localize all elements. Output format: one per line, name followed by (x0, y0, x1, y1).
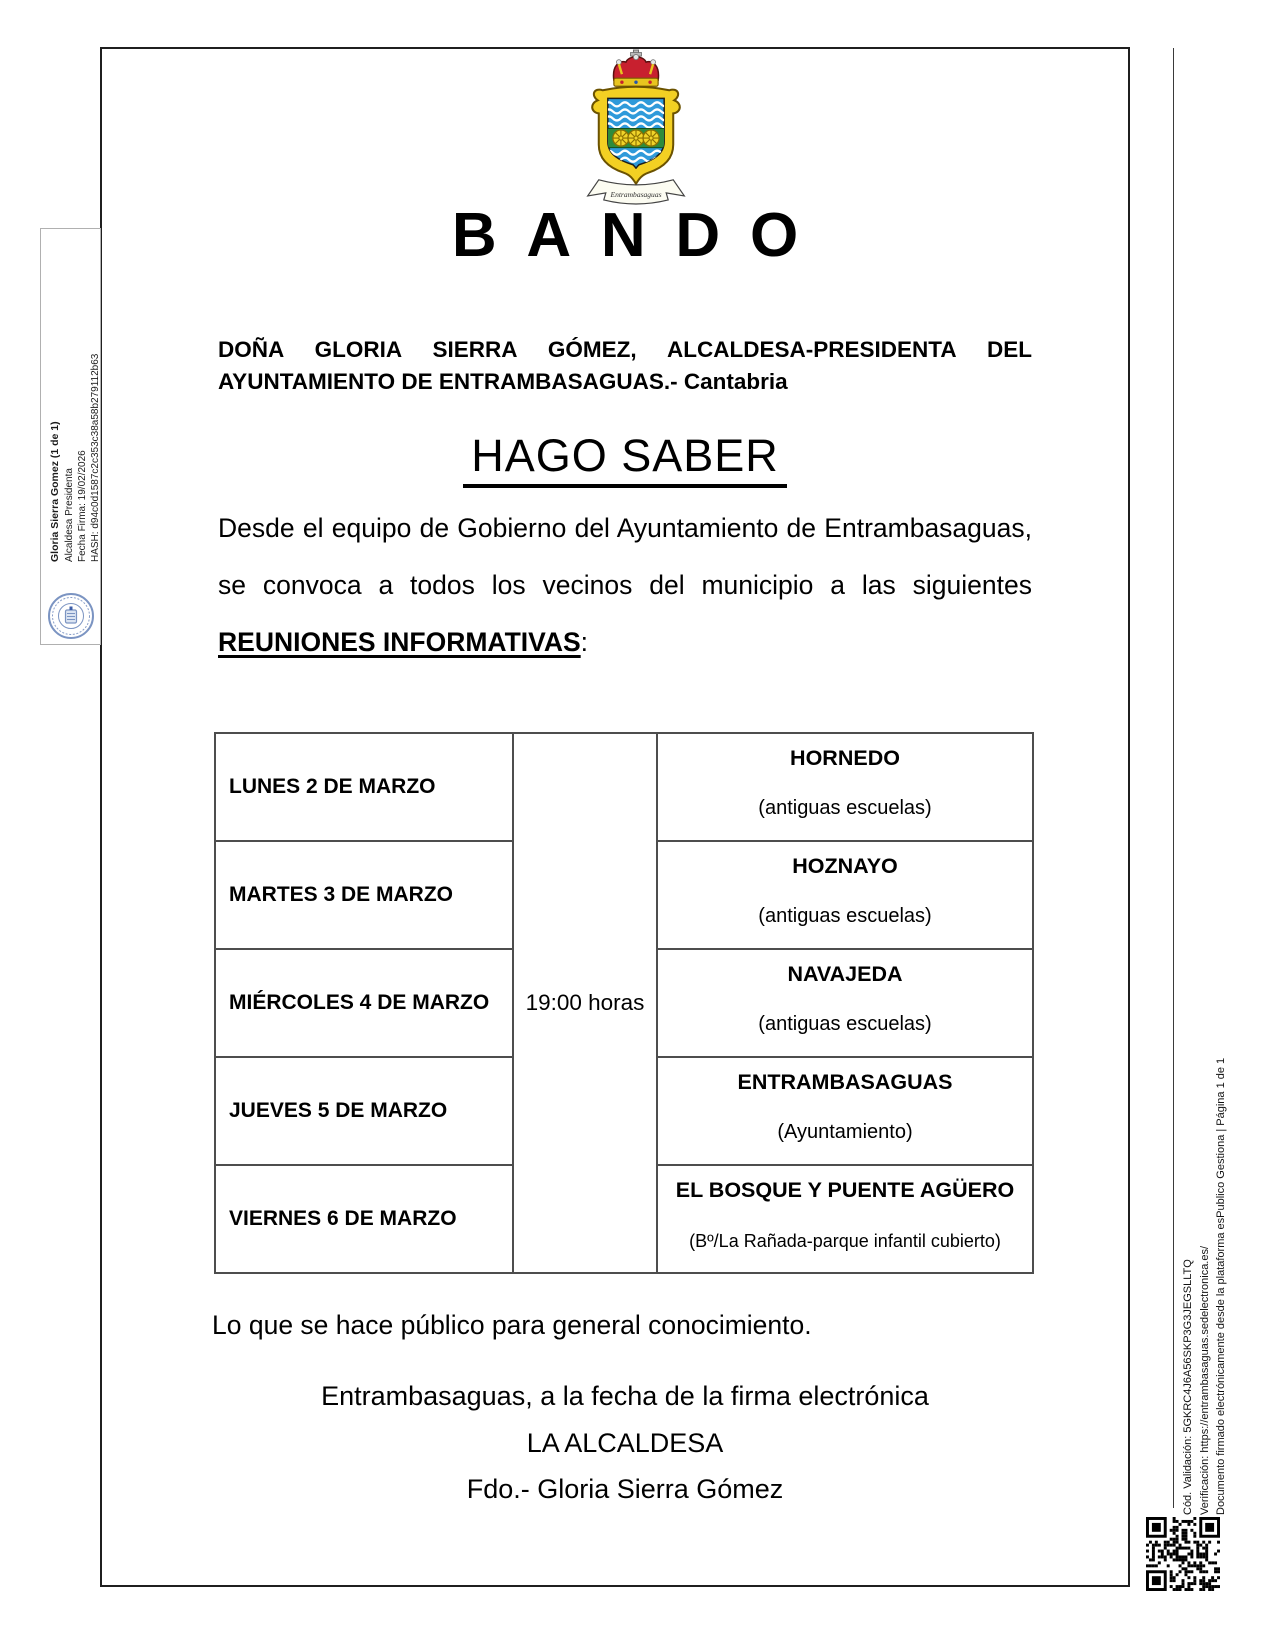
shield-icon (592, 87, 680, 184)
signer-role: Alcaldesa Presidenta (63, 468, 75, 562)
signature-hash: HASH: d94c0d1587c2c353c38a58b279112b63 (89, 353, 101, 562)
platform-footnote: Documento firmado electrónicamente desde la plataforma esPublico Gestiona | Página 1 de 1 (1215, 1057, 1227, 1515)
place-venue: (Ayuntamiento) (777, 1121, 913, 1143)
official-seal-icon (47, 592, 95, 640)
place-name: HORNEDO (790, 746, 900, 770)
table-row (215, 733, 1033, 841)
day-cell: MIÉRCOLES 4 DE MARZO (215, 949, 513, 1057)
schedule-table (214, 732, 1034, 1274)
place-date-line: Entrambasaguas, a la fecha de la firma electrónica (321, 1381, 929, 1411)
place-cell (657, 841, 1033, 949)
side-margin-divider (1173, 48, 1174, 1508)
public-notice-line: Lo que se hace público para general conocimiento. (212, 1310, 812, 1340)
time-cell: 19:00 horas (513, 733, 657, 1273)
place-venue: (antiguas escuelas) (758, 1013, 932, 1035)
place-venue: (Bº/La Rañada-parque infantil cubierto) (689, 1231, 1001, 1251)
signature-box (40, 228, 101, 645)
reuniones-informativas-emphasis: REUNIONES INFORMATIVAS (218, 627, 581, 658)
crown-icon (614, 50, 659, 86)
place-venue: (antiguas escuelas) (758, 905, 932, 927)
place-cell (657, 1057, 1033, 1165)
place-cell (657, 949, 1033, 1057)
day-cell: JUEVES 5 DE MARZO (215, 1057, 513, 1165)
body-paragraph: Desde el equipo de Gobierno del Ayuntamiento de Entrambasaguas, se convoca a todos los vecinos del municipio a las siguientes REUNIONES INFORMATIVAS: (218, 513, 1032, 658)
place-cell (657, 1165, 1033, 1273)
signed-by-line: Fdo.- Gloria Sierra Gómez (466, 1474, 784, 1504)
hago-saber-heading: HAGO SABER (118, 430, 1132, 482)
verification-url: Verificación: https://entrambasaguas.sedelectronica.es/ (1198, 1245, 1211, 1515)
place-name: HOZNAYO (792, 854, 898, 878)
place-name: EL BOSQUE Y PUENTE AGÜERO (675, 1178, 1015, 1202)
bando-title: BANDO (451, 201, 828, 270)
intro-paragraph: DOÑA GLORIA SIERRA GÓMEZ, ALCALDESA-PRESIDENTA DEL AYUNTAMIENTO DE ENTRAMBASAGUAS.- Cantabria (218, 337, 1032, 395)
validation-margin-text (1180, 935, 1230, 1515)
place-cell (657, 733, 1033, 841)
signature-date: Fecha Firma: 19/02/2026 (76, 450, 88, 562)
signer-name: Gloria Sierra Gomez (1 de 1) (49, 421, 61, 562)
validation-code: Cód. Validación: 5GKRC4J6A56SKP3G3JEGSLLTQ (1182, 1259, 1194, 1515)
qr-code (1146, 1517, 1220, 1591)
day-cell: LUNES 2 DE MARZO (215, 733, 513, 841)
place-name: ENTRAMBASAGUAS (737, 1070, 953, 1094)
entrambasaguas-coat-of-arms-icon (580, 48, 692, 206)
signer-role-line: LA ALCALDESA (526, 1428, 724, 1458)
stele-wheels-icon (613, 130, 659, 146)
ribbon-text: Entrambasaguas (610, 189, 662, 199)
day-cell: VIERNES 6 DE MARZO (215, 1165, 513, 1273)
signature-text (49, 229, 102, 646)
place-venue: (antiguas escuelas) (758, 797, 932, 819)
place-name: NAVAJEDA (787, 962, 903, 986)
day-cell: MARTES 3 DE MARZO (215, 841, 513, 949)
